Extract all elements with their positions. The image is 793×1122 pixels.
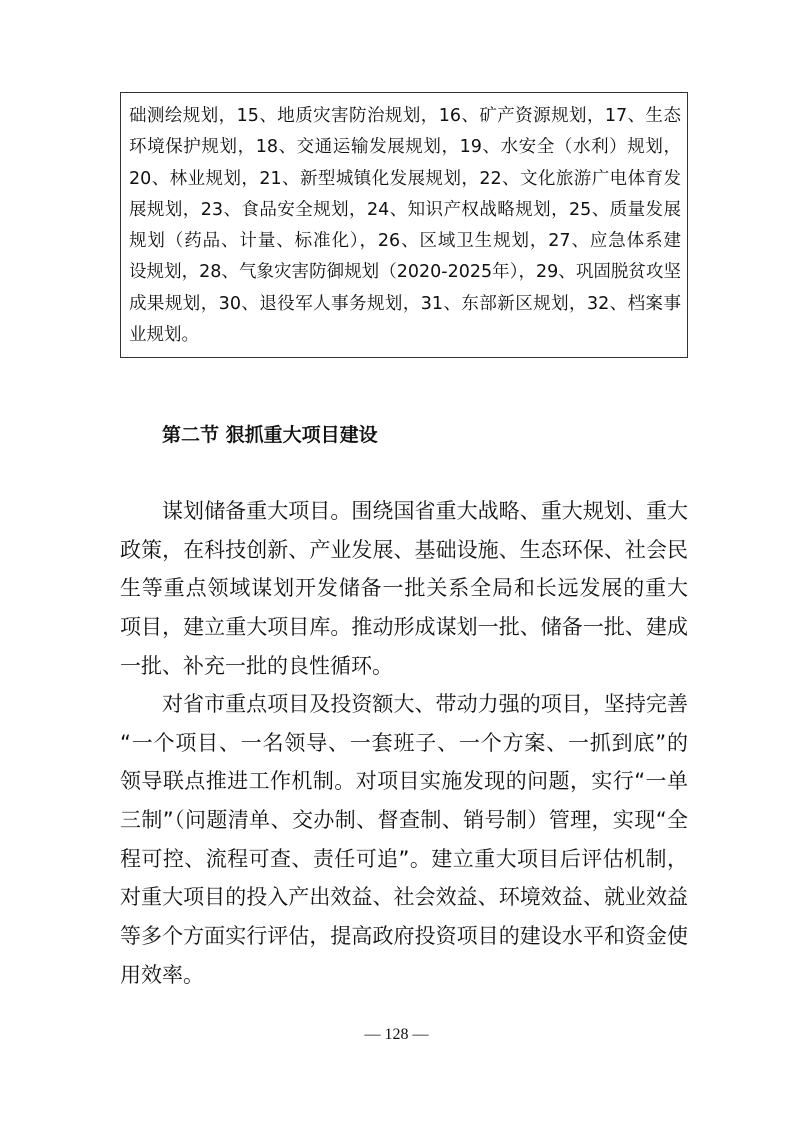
paragraph-line: 一批、补充一批的良性循环。 [120, 653, 393, 678]
paragraph-line: 生等重点领域谋划开发储备一批关系全局和长远发展的重大 [120, 576, 688, 601]
plan-list-line: 环境保护规划，18、交通运输发展规划，19、水安全（水利）规划， [129, 137, 681, 158]
plan-list-line: 成果规划，30、退役军人事务规划，31、东部新区规划，32、档案事 [129, 293, 681, 314]
paragraph-line: 谋划储备重大项目。围绕国省重大战略、重大规划、重大 [162, 499, 688, 523]
paragraph-project-reserve [120, 492, 688, 685]
paragraph-project-mechanism [120, 685, 688, 995]
paragraph-line: 三制”（问题清单、交办制、督查制、销号制）管理，实现“全 [120, 808, 688, 833]
plan-list-line: 20、林业规划，21、新型城镇化发展规划，22、文化旅游广电体育发 [129, 168, 681, 189]
plan-list-line: 础测绘规划，15、地质灾害防治规划，16、矿产资源规划，17、生态 [129, 106, 681, 126]
plan-list-box [120, 92, 688, 358]
paragraph-line: 领导联点推进工作机制。对项目实施发现的问题，实行“一单 [120, 769, 688, 794]
paragraph-line: 程可控、流程可查、责任可追”。建立重大项目后评估机制， [120, 846, 688, 871]
paragraph-line: 对重大项目的投入产出效益、社会效益、环境效益、就业效益 [120, 885, 688, 910]
paragraph-line: 对省市重点项目及投资额大、带动力强的项目，坚持完善 [162, 692, 688, 716]
paragraph-line: 用效率。 [120, 962, 204, 987]
page-number: — 128 — [364, 1026, 429, 1043]
plan-list-line: 展规划，23、食品安全规划，24、知识产权战略规划，25、质量发展 [129, 199, 681, 220]
plan-list-line: 规划（药品、计量、标准化），26、区域卫生规划，27、应急体系建 [129, 231, 681, 252]
paragraph-line: 项目，建立重大项目库。推动形成谋划一批、储备一批、建成 [120, 615, 688, 640]
plan-list-line: 业规划。 [129, 325, 199, 346]
section-title: 第二节 狠抓重大项目建设 [162, 424, 378, 446]
paragraph-line: 政策，在科技创新、产业发展、基础设施、生态环保、社会民 [120, 537, 688, 562]
plan-list-line: 设规划，28、气象灾害防御规划（2020-2025年），29、巩固脱贫攻坚 [129, 262, 681, 283]
paragraph-line: 等多个方面实行评估，提高政府投资项目的建设水平和资金使 [120, 924, 688, 949]
paragraph-line: “一个项目、一名领导、一套班子、一个方案、一抓到底”的 [120, 730, 688, 755]
